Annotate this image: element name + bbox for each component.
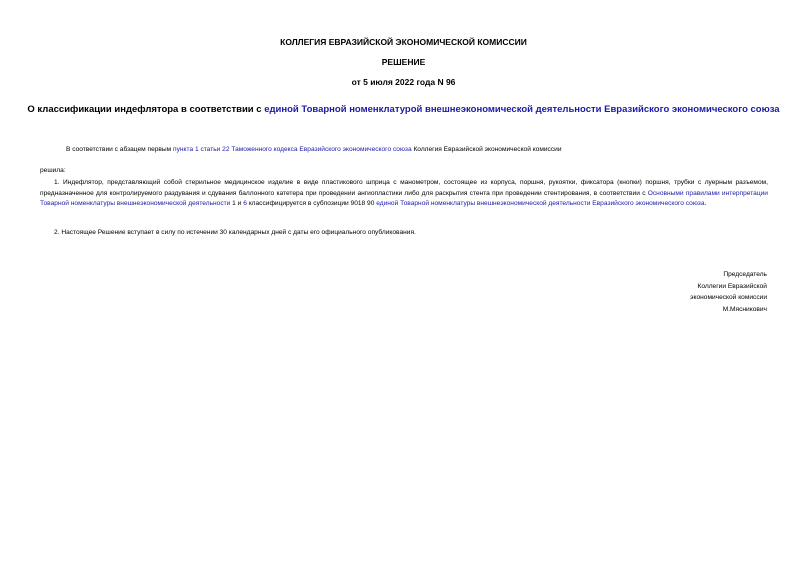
- document-title: [0, 104, 807, 115]
- paragraph-2: 2. Настоящее Решение вступает в силу по истечении 30 календарных дней с даты его официального опубликования.: [54, 229, 416, 236]
- paragraph-1-end: .: [704, 200, 707, 207]
- document-kind: РЕШЕНИЕ: [381, 57, 426, 67]
- organization-heading: КОЛЛЕГИЯ ЕВРАЗИЙСКОЙ ЭКОНОМИЧЕСКОЙ КОМИССИИ: [280, 37, 527, 47]
- title-link-tn-ved[interactable]: единой Товарной номенклатурой внешнеэкономической деятельности Евразийского экономического союза: [264, 104, 780, 115]
- customs-code-link[interactable]: пункта 1 статьи 22 Таможенного кодекса Евразийского экономического союза: [173, 146, 412, 153]
- tn-ved-link[interactable]: единой Товарной номенклатуры внешнеэкономической деятельности Евразийского экономического союза: [376, 200, 705, 207]
- title-prefix: О классификации индефлятора в соответствии с: [27, 104, 265, 115]
- signatory-org-line1: Коллегии Евразийской: [697, 282, 767, 290]
- signatory-org-line2: экономической комиссии: [690, 294, 767, 301]
- rule-6-link[interactable]: 6: [243, 200, 247, 207]
- paragraph-1: [40, 178, 768, 210]
- paragraph-1-rule-number: 1 и: [230, 200, 244, 207]
- paragraph-1-subheading: классифицируется в субпозиции 9018 90: [246, 200, 377, 207]
- signatory-title: Председатель: [723, 271, 767, 278]
- preamble: [66, 146, 562, 153]
- paragraph-1-text: 1. Индефлятор, представляющий собой стерильное медицинское изделие в виде пластикового шприца с манометром, состоящее из корпуса, поршня, рукоятки, фиксатора (кнопки) поршня, трубки с луерным разъемом, предназначенное для контролируемого раздувания и сдувания баллонного катетера при проведении ангиопластики либо для раскрытия стента при проведении стентирования, в соответствии с: [40, 179, 768, 197]
- preamble-text: В соответствии с абзацем первым: [66, 146, 174, 153]
- signatory-name: М.Мясникович: [722, 305, 767, 313]
- preamble-text-end: Коллегия Евразийской экономической комиссии: [411, 146, 562, 153]
- document-date-number: от 5 июля 2022 года N 96: [351, 77, 456, 87]
- resolved-label: решила:: [40, 167, 66, 174]
- interpretation-rules-link[interactable]: Основными правилами интерпретации Товарной номенклатуры внешнеэкономической деятельности: [40, 189, 768, 207]
- signature-block: [690, 269, 767, 315]
